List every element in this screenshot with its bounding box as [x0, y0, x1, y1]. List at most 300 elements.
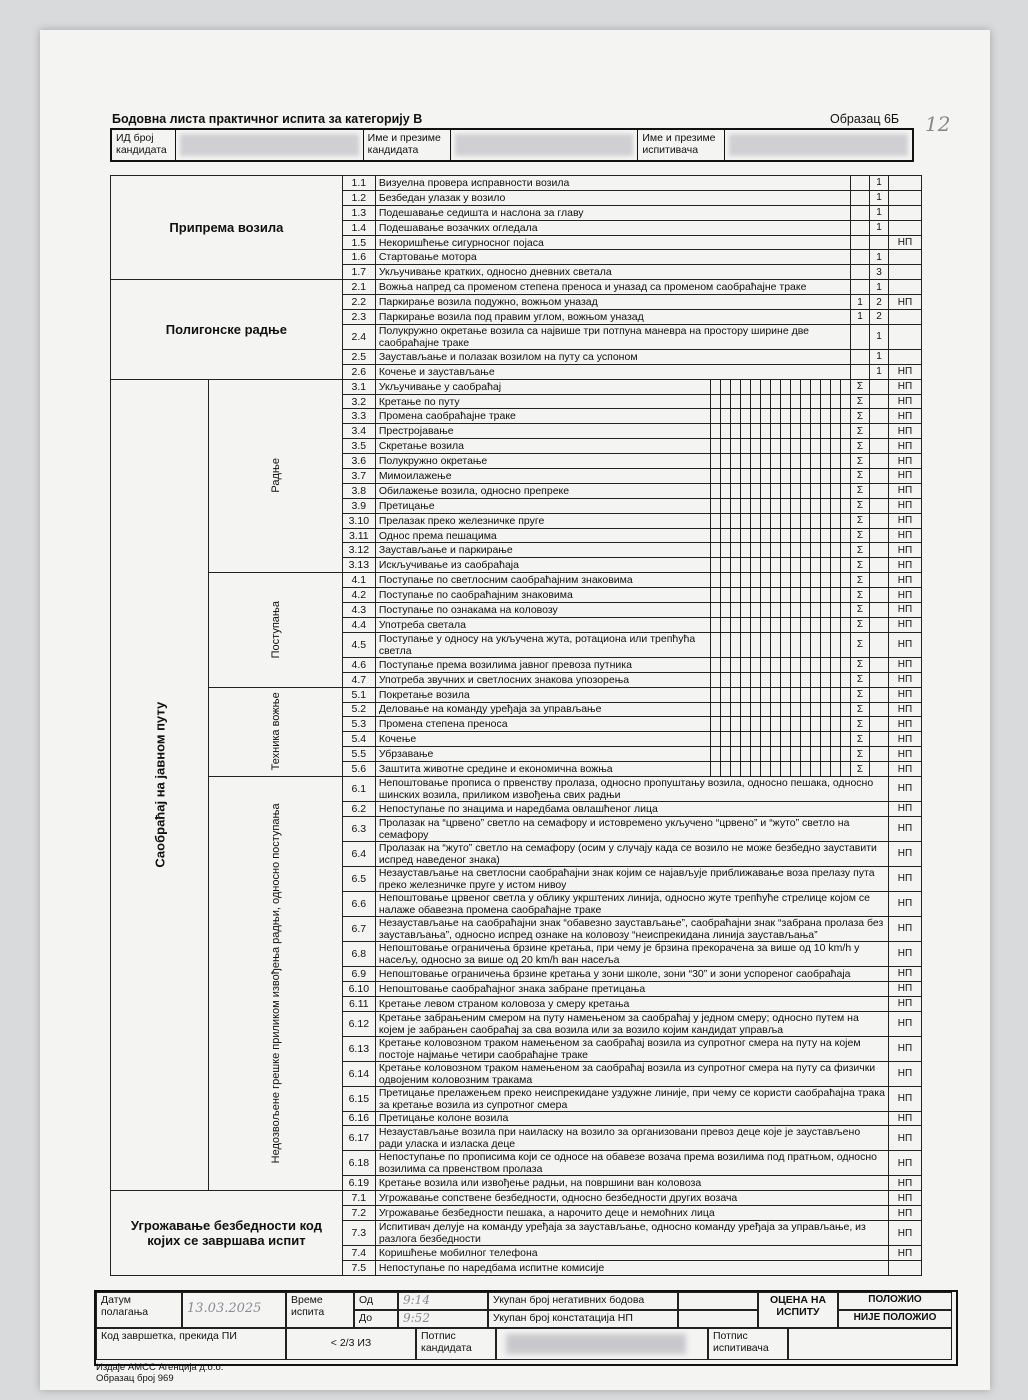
tally-cell [720, 528, 730, 543]
tally-cell [720, 657, 730, 672]
tally-cell [820, 454, 830, 469]
tally-cell [790, 394, 800, 409]
tally-cell [750, 558, 760, 573]
tally-cell [730, 717, 740, 732]
tally-cell [840, 439, 850, 454]
item-number: 6.17 [342, 1126, 375, 1151]
item-number: 3.6 [342, 454, 375, 469]
point-cell [850, 280, 869, 295]
tally-cell [790, 558, 800, 573]
points-value: 1 [869, 176, 888, 191]
tally-cell [800, 687, 810, 702]
tally-cell [770, 528, 780, 543]
sum-cell [869, 424, 888, 439]
tally-cell [780, 469, 790, 484]
tally-cell [840, 528, 850, 543]
tally-cell [720, 394, 730, 409]
item-text: Кретање забрањеним смером на путу намењеном за саобраћај у једном смеру; односно путем на којем је забрањен саобраћај за сва возила или за возило којим кандидат управља [375, 1011, 888, 1036]
tally-cell [720, 762, 730, 777]
item-text: Обилажење возила, односно препреке [375, 483, 710, 498]
np-cell [889, 349, 922, 364]
item-text: Претицање колоне возила [375, 1111, 888, 1126]
tally-cell [800, 454, 810, 469]
tally-cell [820, 469, 830, 484]
sum-cell [869, 632, 888, 657]
item-number: 2.5 [342, 349, 375, 364]
tally-cell [710, 573, 720, 588]
item-text: Безбедан улазак у возило [375, 190, 850, 205]
item-text: Претицање [375, 498, 710, 513]
tally-cell [770, 588, 780, 603]
section-prep [111, 176, 343, 280]
sum-cell [869, 702, 888, 717]
sum-cell [869, 603, 888, 618]
tally-cell [720, 573, 730, 588]
tally-cell [830, 632, 840, 657]
tally-cell [810, 588, 820, 603]
tally-cell [770, 439, 780, 454]
tally-cell [800, 717, 810, 732]
np-cell: НП [889, 454, 922, 469]
tally-cell [780, 717, 790, 732]
np-cell: НП [889, 1111, 922, 1126]
tally-cell [740, 672, 750, 687]
tally-cell [770, 732, 780, 747]
item-number: 6.16 [342, 1111, 375, 1126]
tally-cell [800, 632, 810, 657]
tally-cell [770, 687, 780, 702]
tally-cell [720, 617, 730, 632]
item-number: 7.2 [342, 1206, 375, 1221]
candidate-value [451, 130, 639, 160]
tally-cell [830, 702, 840, 717]
tally-cell [780, 573, 790, 588]
tally-cell [760, 573, 770, 588]
tally-cell [790, 379, 800, 394]
tally-cell [790, 672, 800, 687]
np-cell [889, 324, 922, 349]
tally-cell [790, 617, 800, 632]
sum-cell [869, 483, 888, 498]
tally-cell [840, 409, 850, 424]
tally-cell [770, 573, 780, 588]
tally-cell [760, 483, 770, 498]
item-number: 5.2 [342, 702, 375, 717]
tally-cell [740, 732, 750, 747]
item-text: Непоштовање прописа о првенству пролаза, односно пропуштању возила, односно пешака, односно шинских возила, приликом извођења свих радњи [375, 776, 888, 801]
table-row [111, 573, 922, 588]
item-number: 3.8 [342, 483, 375, 498]
sum-cell [869, 528, 888, 543]
sum-cell [869, 588, 888, 603]
sum-cell [869, 543, 888, 558]
tally-cell [780, 424, 790, 439]
item-text: Паркирање возила под правим углом, вожњом уназад [375, 310, 850, 325]
tally-cell [710, 543, 720, 558]
item-number: 3.11 [342, 528, 375, 543]
points-value: 1 [869, 205, 888, 220]
tally-cell [840, 732, 850, 747]
tally-cell [740, 762, 750, 777]
section-polygon [111, 280, 343, 379]
tally-cell [710, 632, 720, 657]
np-cell: НП [889, 513, 922, 528]
tally-cell [720, 558, 730, 573]
tally-cell [760, 439, 770, 454]
tally-cell [780, 687, 790, 702]
tally-cell [720, 424, 730, 439]
footer-line-1: Издаје АМСС Агенција д.о.о. [96, 1362, 224, 1373]
np-cell: НП [889, 996, 922, 1011]
sigma-cell: Σ [850, 632, 869, 657]
item-text: Непоштовање ограничења брзине кретања, при чему је брзина прекорачена за више од 10 km/h у насељу, односно за више од 20 km/h ван насеља [375, 941, 888, 966]
tally-cell [820, 702, 830, 717]
tally-cell [770, 747, 780, 762]
item-number: 5.5 [342, 747, 375, 762]
section-polygon-label: Полигонске радње [165, 321, 288, 337]
sum-cell [869, 498, 888, 513]
item-text: Некоришћење сигурносног појаса [375, 235, 850, 250]
np-cell: НП [889, 1221, 922, 1246]
tally-cell [760, 528, 770, 543]
from-label: Од [354, 1292, 398, 1310]
sigma-cell: Σ [850, 483, 869, 498]
time-label: Време испита [286, 1292, 354, 1328]
tally-cell [780, 672, 790, 687]
point-cell [850, 235, 869, 250]
tally-cell [770, 657, 780, 672]
section-traffic [111, 379, 209, 1191]
tally-cell [720, 632, 730, 657]
tally-cell [760, 513, 770, 528]
tally-cell [720, 454, 730, 469]
np-cell: НП [889, 588, 922, 603]
tally-cell [810, 603, 820, 618]
item-text: Пролазак на “жуто” светло на семафору (осим у случају када се возило не може безбедно зауставити испред наведеног знака) [375, 841, 888, 866]
item-number: 3.7 [342, 469, 375, 484]
section-traffic-label: Саобраћај на јавном путу [152, 702, 168, 868]
tally-cell [740, 409, 750, 424]
item-text: Деловање на команду уређаја за управљање [375, 702, 710, 717]
section-prep-label: Припрема возила [169, 220, 284, 236]
np-cell: НП [889, 891, 922, 916]
points-value: 1 [869, 250, 888, 265]
tally-cell [760, 498, 770, 513]
tally-cell [770, 424, 780, 439]
tally-cell [800, 672, 810, 687]
item-text: Полукружно окретање [375, 454, 710, 469]
tally-cell [730, 732, 740, 747]
tally-cell [740, 528, 750, 543]
tally-cell [740, 543, 750, 558]
sigma-cell: Σ [850, 543, 869, 558]
item-number: 3.3 [342, 409, 375, 424]
np-cell: НП [889, 394, 922, 409]
tally-cell [710, 469, 720, 484]
tally-cell [780, 454, 790, 469]
tally-cell [740, 424, 750, 439]
tally-cell [760, 632, 770, 657]
tally-cell [800, 394, 810, 409]
item-text: Однос према пешацима [375, 528, 710, 543]
tally-cell [820, 732, 830, 747]
tally-cell [730, 394, 740, 409]
summary-box [94, 1290, 958, 1366]
sum-cell [869, 747, 888, 762]
tally-cell [820, 424, 830, 439]
tally-cell [820, 657, 830, 672]
tally-cell [730, 657, 740, 672]
item-number: 3.4 [342, 424, 375, 439]
np-cell: НП [889, 916, 922, 941]
tally-cell [770, 558, 780, 573]
points-value: 1 [869, 364, 888, 379]
item-number: 3.12 [342, 543, 375, 558]
item-number: 5.1 [342, 687, 375, 702]
item-number: 3.1 [342, 379, 375, 394]
tally-cell [800, 379, 810, 394]
sum-cell [869, 409, 888, 424]
item-text: Кретање коловозном траком намењеном за саобраћај возила из супротног смера на путу са физички одвојеним коловозним тракама [375, 1061, 888, 1086]
sigma-cell: Σ [850, 409, 869, 424]
np-cell: НП [889, 717, 922, 732]
np-cell: НП [889, 672, 922, 687]
np-cell: НП [889, 632, 922, 657]
table-row [111, 280, 922, 295]
item-number: 4.2 [342, 588, 375, 603]
tally-cell [770, 469, 780, 484]
tally-cell [780, 379, 790, 394]
tally-cell [760, 762, 770, 777]
tally-cell [750, 498, 760, 513]
tally-cell [790, 543, 800, 558]
item-number: 1.5 [342, 235, 375, 250]
tally-cell [840, 454, 850, 469]
np-cell: НП [889, 981, 922, 996]
tally-cell [780, 588, 790, 603]
item-text: Убрзавање [375, 747, 710, 762]
table-row [111, 687, 922, 702]
section-technique-label: Техника вожње [269, 692, 282, 771]
date-label: Датум полагања [96, 1292, 182, 1328]
item-number: 6.8 [342, 941, 375, 966]
np-cell: НП [889, 1206, 922, 1221]
points-value: 1 [869, 349, 888, 364]
tally-cell [820, 439, 830, 454]
tally-cell [770, 632, 780, 657]
tally-cell [780, 632, 790, 657]
tally-cell [830, 672, 840, 687]
item-text: Употреба звучних и светлосних знакова упозорења [375, 672, 710, 687]
tally-cell [820, 717, 830, 732]
tally-cell [750, 672, 760, 687]
to-label: До [354, 1310, 398, 1328]
tally-cell [790, 439, 800, 454]
np-cell: НП [889, 469, 922, 484]
tally-cell [750, 513, 760, 528]
tally-cell [840, 394, 850, 409]
item-number: 3.10 [342, 513, 375, 528]
section-endanger [111, 1191, 343, 1276]
np-cell [889, 1260, 922, 1275]
tally-cell [760, 732, 770, 747]
tally-cell [730, 379, 740, 394]
table-row [111, 176, 922, 191]
tally-cell [730, 469, 740, 484]
tally-cell [840, 632, 850, 657]
item-number: 6.15 [342, 1086, 375, 1111]
tally-cell [780, 558, 790, 573]
handwritten-page-mark: 12 [925, 112, 951, 136]
item-text: Непоступање по прописима који се односе на обавезе возача према возилима под пратњом, односно возилима са првенством пролаза [375, 1151, 888, 1176]
examiner-signature [788, 1328, 952, 1360]
tally-cell [720, 732, 730, 747]
tally-cell [810, 394, 820, 409]
sigma-cell: Σ [850, 469, 869, 484]
section-errors-label: Недозвољене грешке приликом извођења радњи, односно поступања [269, 803, 282, 1164]
item-text: Мимоилажење [375, 469, 710, 484]
sigma-cell: Σ [850, 687, 869, 702]
tally-cell [770, 603, 780, 618]
tally-cell [770, 702, 780, 717]
tally-cell [730, 747, 740, 762]
sigma-cell: Σ [850, 394, 869, 409]
np-cell: НП [889, 657, 922, 672]
tally-cell [720, 717, 730, 732]
tally-cell [730, 439, 740, 454]
item-text: Подешавање седишта и наслона за главу [375, 205, 850, 220]
tally-cell [780, 657, 790, 672]
tally-cell [820, 762, 830, 777]
tally-cell [750, 454, 760, 469]
tally-cell [730, 483, 740, 498]
points-value: 1 [869, 190, 888, 205]
tally-cell [720, 409, 730, 424]
np-cell [889, 190, 922, 205]
tally-cell [790, 588, 800, 603]
np-cell [889, 220, 922, 235]
tally-cell [760, 409, 770, 424]
section-conduct-label: Поступања [269, 601, 282, 659]
tally-cell [750, 603, 760, 618]
tally-cell [750, 687, 760, 702]
item-number: 6.10 [342, 981, 375, 996]
np-cell: НП [889, 1061, 922, 1086]
tally-cell [830, 513, 840, 528]
sum-cell [869, 657, 888, 672]
item-number: 6.2 [342, 801, 375, 816]
item-text: Заустављање и полазак возилом на путу са успоном [375, 349, 850, 364]
footer-line-2: Образац број 969 [96, 1373, 174, 1384]
item-text: Покретање возила [375, 687, 710, 702]
tally-cell [780, 732, 790, 747]
tally-cell [720, 379, 730, 394]
tally-cell [710, 528, 720, 543]
item-number: 1.2 [342, 190, 375, 205]
item-number: 6.12 [342, 1011, 375, 1036]
points-value [869, 235, 888, 250]
tally-cell [730, 588, 740, 603]
id-label: ИД број кандидата [112, 130, 176, 160]
tally-cell [790, 513, 800, 528]
np-cell: НП [889, 941, 922, 966]
tally-cell [810, 454, 820, 469]
section-errors [209, 776, 343, 1190]
examiner-signature-label: Потпис испитивача [708, 1328, 788, 1360]
sum-cell [869, 573, 888, 588]
np-cell [889, 265, 922, 280]
np-cell: НП [889, 379, 922, 394]
item-number: 4.6 [342, 657, 375, 672]
tally-cell [790, 657, 800, 672]
item-text: Коришћење мобилног телефона [375, 1246, 888, 1261]
item-text: Поступање по саобраћајним знаковима [375, 588, 710, 603]
sigma-cell: Σ [850, 528, 869, 543]
points-value: 1 [869, 324, 888, 349]
item-text: Укључивање у саобраћај [375, 379, 710, 394]
item-text: Заустављање и паркирање [375, 543, 710, 558]
tally-cell [720, 687, 730, 702]
np-cell: НП [889, 483, 922, 498]
tally-cell [780, 702, 790, 717]
item-text: Поступање по ознакама на коловозу [375, 603, 710, 618]
tally-cell [800, 469, 810, 484]
item-text: Непоштовање црвеног светла у облику укрштених линија, односно жуте трепћуће стрелице којом се налаже обавезна промена саобраћајне траке [375, 891, 888, 916]
item-number: 6.6 [342, 891, 375, 916]
item-number: 3.13 [342, 558, 375, 573]
tally-cell [710, 424, 720, 439]
tally-cell [730, 672, 740, 687]
tally-cell [750, 439, 760, 454]
tally-cell [740, 617, 750, 632]
tally-cell [800, 603, 810, 618]
tally-cell [810, 409, 820, 424]
tally-cell [800, 409, 810, 424]
np-cell: НП [889, 841, 922, 866]
tally-cell [730, 528, 740, 543]
tally-cell [740, 632, 750, 657]
item-text: Незаустављање возила при наиласку на возило за организовани превоз деце које је заустављено ради уласка и изласка деце [375, 1126, 888, 1151]
item-number: 3.2 [342, 394, 375, 409]
tally-cell [730, 632, 740, 657]
tally-cell [800, 424, 810, 439]
tally-cell [770, 617, 780, 632]
item-text: Незаустављање на саобраћајни знак “обавезно заустављање”, саобраћајни знак “забрана пролаза без заустављања”, односно испред ознаке на коловозу “неиспрекидана линија заустављања” [375, 916, 888, 941]
tally-cell [710, 558, 720, 573]
tally-cell [780, 617, 790, 632]
tally-cell [830, 617, 840, 632]
item-text: Непоступање по наредбама испитне комисије [375, 1260, 888, 1275]
np-cell: НП [889, 776, 922, 801]
np-cell: НП [889, 1191, 922, 1206]
np-count-value [678, 1310, 758, 1328]
tally-cell [830, 747, 840, 762]
tally-cell [750, 573, 760, 588]
tally-cell [740, 717, 750, 732]
tally-cell [790, 454, 800, 469]
tally-cell [750, 702, 760, 717]
grade-label: ОЦЕНА НА ИСПИТУ [758, 1292, 838, 1328]
tally-cell [760, 702, 770, 717]
tally-cell [750, 469, 760, 484]
tally-cell [740, 454, 750, 469]
tally-cell [810, 513, 820, 528]
item-text: Кочење и заустављање [375, 364, 850, 379]
sigma-cell: Σ [850, 573, 869, 588]
tally-cell [780, 409, 790, 424]
tally-cell [760, 394, 770, 409]
tally-cell [760, 617, 770, 632]
